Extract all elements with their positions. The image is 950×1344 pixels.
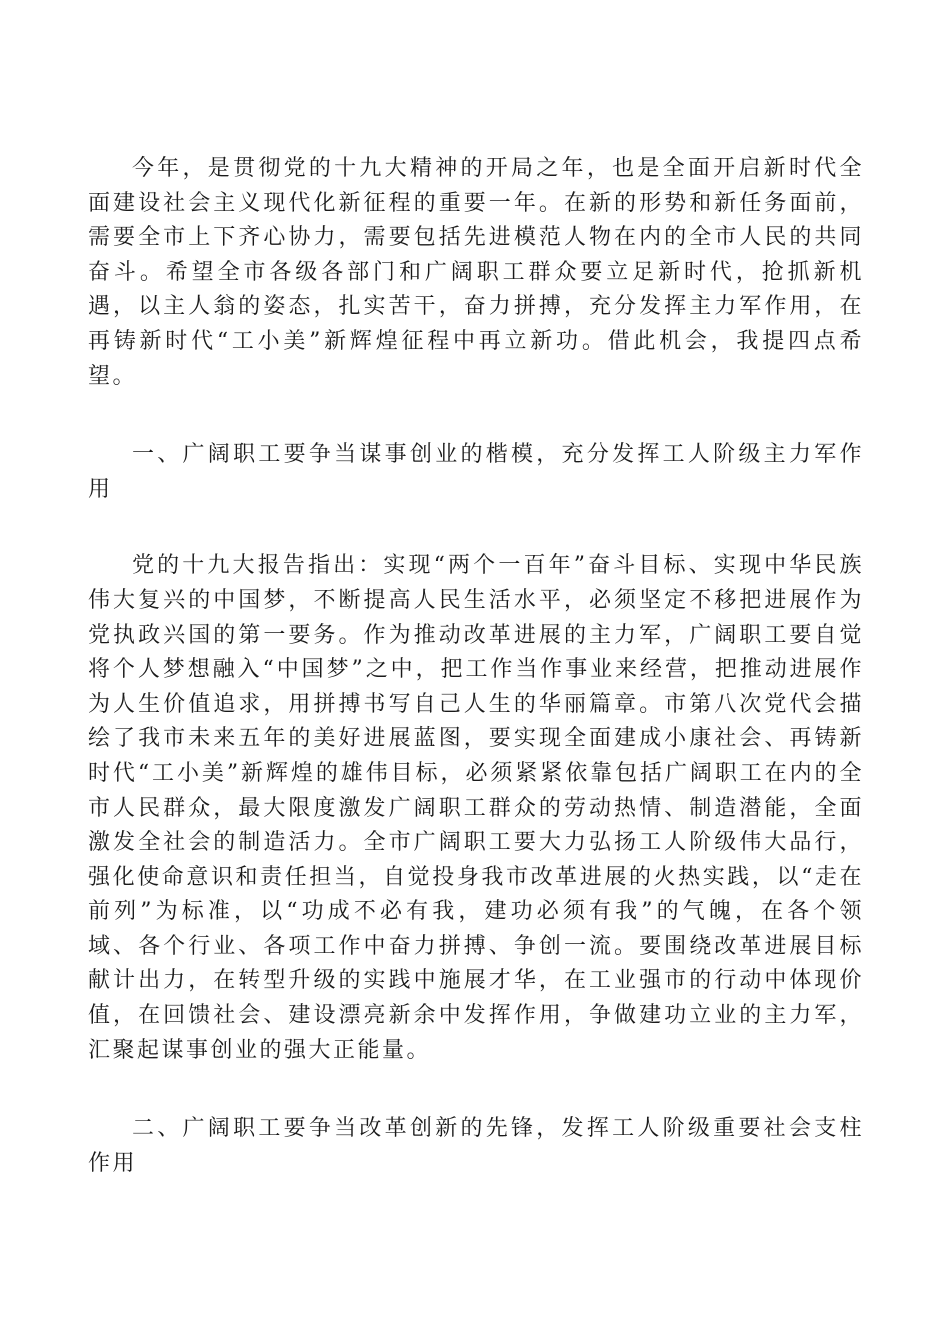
section-heading-2: 二、广阔职工要争当改革创新的先锋，发挥工人阶级重要社会支柱作用 <box>88 1116 864 1176</box>
paragraph-spacer <box>88 1068 864 1112</box>
section-heading-1: 一、广阔职工要争当谋事创业的楷模，充分发挥工人阶级主力军作用 <box>88 442 864 502</box>
paragraph-section-1: 党的十九大报告指出：实现“两个一百年”奋斗目标、实现中华民族伟大复兴的中国梦，不断提高人民生活水平，必须坚定不移把进展作为党执政兴国的第一要务。作为推动改革进展的主力军，广阔职工要自觉将个人梦想融入“中国梦”之中，把工作当作事业来经营，把推动进展作为人生价值追求，用拼搏书写自己人生的华丽篇章。市第八次党代会描绘了我市未来五年的美好进展蓝图，要实现全面建成小康社会、再铸新时代“工小美”新辉煌的雄伟目标，必须紧紧依靠包括广阔职工在内的全市人民群众，最大限度激发广阔职工群众的劳动热情、制造潜能，全面激发全社会的制造活力。全市广阔职工要大力弘扬工人阶级伟大品行，强化使命意识和责任担当，自觉投身我市改革进展的火热实践，以“走在前列”为标准，以“功成不必有我，建功必须有我”的气魄，在各个领域、各个行业、各项工作中奋力拼搏、争创一流。要围绕改革进展目标献计出力，在转型升级的实践中施展才华，在工业强市的行动中体现价值，在回馈社会、建设漂亮新余中发挥作用，争做建功立业的主力军，汇聚起谋事创业的强大正能量。 <box>88 553 864 1063</box>
document-body <box>88 152 864 1181</box>
paragraph-intro: 今年，是贯彻党的十九大精神的开局之年，也是全面开启新时代全面建设社会主义现代化新征程的重要一年。在新的形势和新任务面前，需要全市上下齐心协力，需要包括先进模范人物在内的全市人民的共同奋斗。希望全市各级各部门和广阔职工群众要立足新时代，抢抓新机遇，以主人翁的姿态，扎实苦干，奋力拼搏，充分发挥主力军作用，在再铸新时代“工小美”新辉煌征程中再立新功。借此机会，我提四点希望。 <box>88 156 864 389</box>
paragraph-spacer <box>88 507 864 549</box>
paragraph-spacer <box>88 394 864 438</box>
